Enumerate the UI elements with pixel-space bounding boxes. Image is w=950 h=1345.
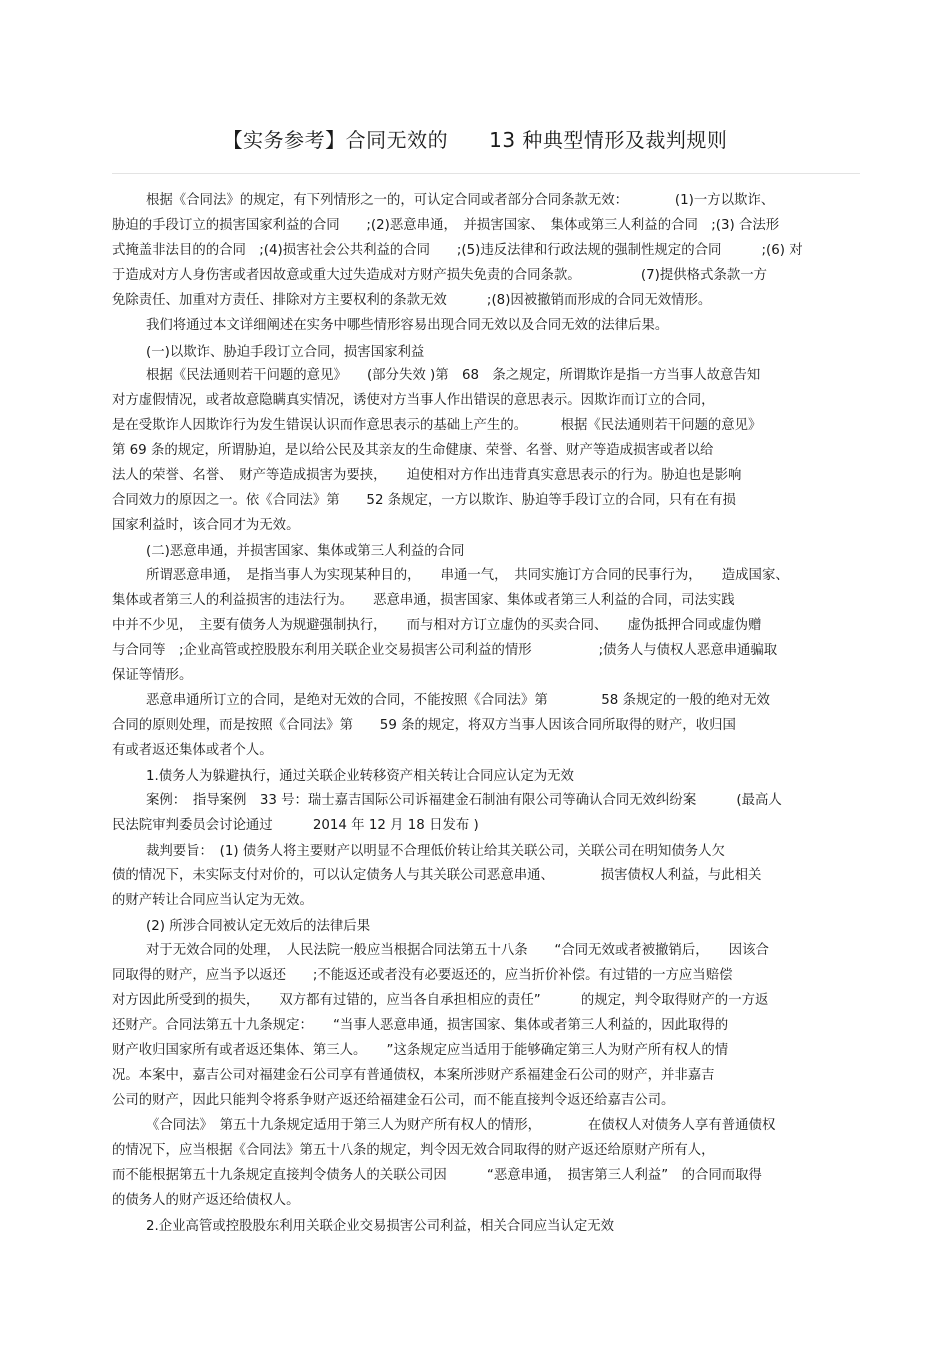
document-title: 【实务参考】合同无效的 13 种典型情形及裁判规则 [222,128,728,152]
text-line: 合同效力的原因之一。依《合同法》第 52 条规定，一方以欺诈、胁迫等手段订立的合同，只有在有损 [112,493,736,508]
text-line: 公司的财产，因此只能判令将系争财产返还给福建金石公司，而不能直接判令返还给嘉吉公司。 [112,1093,675,1108]
text-line: 对方虚假情况，或者故意隐瞒真实情况，诱使对方当事人作出错误的意思表示。因欺诈而订立的合同， [112,393,715,408]
text-line: 国家利益时，该合同才为无效。 [112,518,300,533]
text-line: 免除责任、加重对方责任、排除对方主要权利的条款无效 ;(8)因被撤销而形成的合同无效情形。 [112,293,712,308]
title-divider [112,173,860,174]
text-line: 中并不少见， 主要有债务人为规避强制执行， 而与相对方订立虚伪的买卖合同、 虚伪抵押合同或虚伪赠 [112,618,762,633]
text-line: 的情况下，应当根据《合同法》第五十八条的规定，判令因无效合同取得的财产返还给原财产所有人， [112,1143,715,1158]
text-line: 保证等情形。 [112,668,193,683]
text-line: 对方因此所受到的损失， 双方都有过错的，应当各自承担相应的责任” 的规定，判令取得财产的一方返 [112,993,769,1008]
text-line: 合同的原则处理，而是按照《合同法》第 59 条的规定，将双方当事人因该合同所取得的财产，收归国 [112,718,736,733]
text-line: 而不能根据第五十九条规定直接判令债务人的关联公司因 “恶意串通， 损害第三人利益” 的合同而取得 [112,1168,762,1183]
text-line: 法人的荣誉、名誉、 财产等造成损害为要挟， 迫使相对方作出违背真实意思表示的行为。胁迫也是影响 [112,468,742,483]
text-line: 民法院审判委员会讨论通过 2014 年 12 月 18 日发布 ) [112,818,479,833]
text-line: 还财产。合同法第五十九条规定： “当事人恶意串通，损害国家、集体或者第三人利益的，因此取得的 [112,1018,729,1033]
text-line: 同取得的财产，应当予以返还 ;不能返还或者没有必要返还的，应当折价补偿。有过错的一方应当赔偿 [112,968,733,983]
text-line: 所谓恶意串通， 是指当事人为实现某种目的， 串通一气， 共同实施订方合同的民事行为， 造成国家、 [146,568,789,583]
text-line: 胁迫的手段订立的损害国家利益的合同 ;(2)恶意串通， 并损害国家、 集体或第三人利益的合同 ;(3) 合法形 [112,218,780,233]
text-line: 财产收归国家所有或者返还集体、第三人。 ”这条规定应当适用于能够确定第三人为财产所有权人的情 [112,1043,729,1058]
text-line: 是在受欺诈人因欺诈行为发生错误认识而作意思表示的基础上产生的。 根据《民法通则若干问题的意见》 [112,418,762,433]
text-line: 式掩盖非法目的的合同 ;(4)损害社会公共利益的合同 ;(5)违反法律和行政法规的强制性规定的合同 ;(6) 对 [112,243,803,258]
text-line: 裁判要旨： (1) 债务人将主要财产以明显不合理低价转让给其关联公司，关联公司在明知债务人欠 [146,844,725,859]
text-line: 根据《合同法》的规定，有下列情形之一的，可认定合同或者部分合同条款无效： (1)一方以欺诈、 [146,193,775,208]
text-line: 恶意串通所订立的合同，是绝对无效的合同，不能按照《合同法》第 58 条规定的一般的绝对无效 [146,693,770,708]
text-line: 与合同等 ;企业高管或控股股东利用关联企业交易损害公司利益的情形 ;债务人与债权人恶意串通骗取 [112,643,778,658]
section-heading: (二)恶意串通，并损害国家、集体或第三人利益的合同 [146,544,465,559]
text-line: 债的情况下，未实际支付对价的，可以认定债务人与其关联公司恶意串通、 损害债权人利益，与此相关 [112,868,762,883]
section-heading: 2.企业高管或控股股东利用关联企业交易损害公司利益，相关合同应当认定无效 [146,1219,615,1234]
text-line: 况。本案中，嘉吉公司对福建金石公司享有普通债权，本案所涉财产系福建金石公司的财产，并非嘉吉 [112,1068,715,1083]
text-line: 的财产转让合同应当认定为无效。 [112,893,313,908]
text-line: 《合同法》 第五十九条规定适用于第三人为财产所有权人的情形， 在债权人对债务人享有普通债权 [146,1118,776,1133]
section-heading: 1.债务人为躲避执行，通过关联企业转移资产相关转让合同应认定为无效 [146,769,574,784]
text-line: 对于无效合同的处理， 人民法院一般应当根据合同法第五十八条 “合同无效或者被撤销后， 因该合 [146,943,769,958]
section-heading: (一)以欺诈、胁迫手段订立合同，损害国家利益 [146,345,425,360]
text-line: 集体或者第三人的利益损害的违法行为。 恶意串通，损害国家、集体或者第三人利益的合同，司法实践 [112,593,735,608]
text-line: 于造成对方人身伤害或者因故意或重大过失造成对方财产损失免责的合同条款。 (7)提供格式条款一方 [112,268,768,283]
text-line: 第 69 条的规定，所谓胁迫，是以给公民及其亲友的生命健康、荣誉、名誉、财产等造成损害或者以给 [112,443,714,458]
text-line: 案例： 指导案例 33 号：瑞士嘉吉国际公司诉福建金石制油有限公司等确认合同无效纠纷案 (最高人 [146,793,782,808]
text-line: 我们将通过本文详细阐述在实务中哪些情形容易出现合同无效以及合同无效的法律后果。 [146,318,669,333]
text-line: 根据《民法通则若干问题的意见》 (部分失效 )第 68 条之规定，所谓欺诈是指一方当事人故意告知 [146,368,761,383]
text-line: 的债务人的财产返还给债权人。 [112,1193,300,1208]
section-heading: (2) 所涉合同被认定无效后的法律后果 [146,919,371,934]
text-line: 有或者返还集体或者个人。 [112,743,273,758]
